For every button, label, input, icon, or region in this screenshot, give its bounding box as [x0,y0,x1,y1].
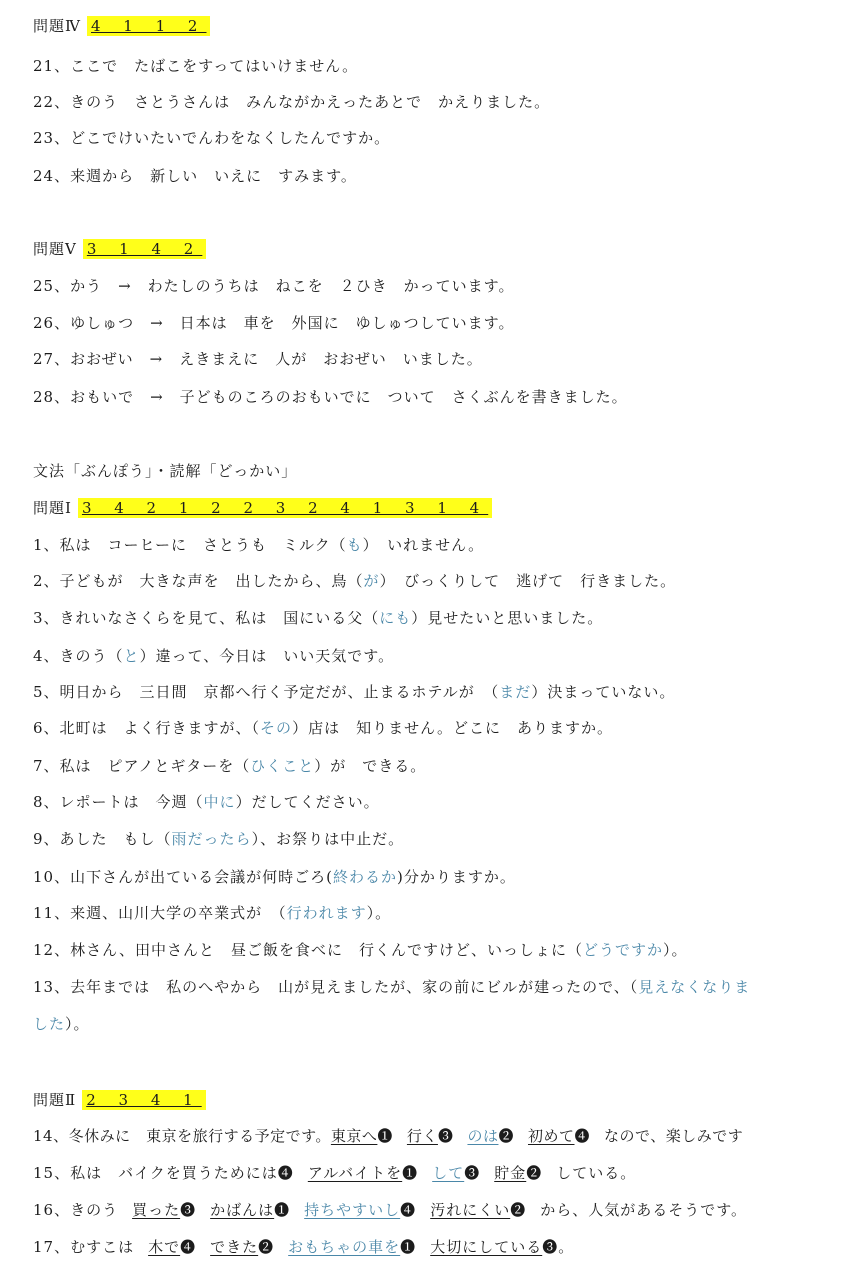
part-14-1: 東京へ [330,1127,378,1145]
question-14: 14、冬休みに 東京を旅行する予定です。東京へ❶ 行く❸ のは❷ 初めて❹ なので、楽しみです [33,1127,744,1145]
answer-11: 行われます [286,904,367,922]
question-9: 9、あした もし（雨だったら）、お祭りは中止だ。 [33,830,405,848]
answer-3: にも [379,609,412,627]
part-14-2: 行く [406,1127,438,1145]
question-12: 12、林さん、田中さんと 昼ご飯を食べに 行くんですけど、いっしょに（どうですか）。 [33,941,688,959]
question-16: 16、きのう 買った❸ かばんは❶ 持ちやすいし❹ 汚れにくい❷ から、人気があるそうです。 [33,1201,748,1219]
question-13: 13、去年までは 私のへやから 山が見えましたが、家の前にビルが建ったので、（見えなくなりま [33,978,751,996]
grammar-heading: 文法「ぶんぽう」・読解「どっかい」 [33,462,298,480]
part-16-2: かばんは [210,1201,275,1219]
question-25: 25、かう → わたしのうちは ねこを ２ひき かっています。 [33,277,515,295]
part-14-3: のは [467,1127,499,1145]
question-28: 28、おもいで → 子どものころのおもいでに ついて さくぶんを書きました。 [33,388,628,406]
part-15-3: 貯金 [494,1164,527,1182]
answer-7: ひくこと [250,757,315,775]
section5-header [33,239,206,259]
question-4: 4、きのう（と）違って、今日は いい天気です。 [33,647,395,665]
section4-title: 問題Ⅳ [33,17,81,35]
section5-title: 問題Ⅴ [33,240,77,258]
question-23: 23、どこでけいたいでんわをなくしたんですか。 [33,129,391,147]
part-17-3: おもちゃの車を [288,1238,401,1256]
answer-6: その [260,719,293,737]
answer-1: も [346,536,363,554]
question-10: 10、山下さんが出ている会議が何時ごろ(終わるか)分かりますか。 [33,868,516,886]
question-11: 11、来週、山川大学の卒業式が （行われます）。 [33,904,392,922]
part-17-1: 木で [148,1238,181,1256]
answer-4: と [123,647,140,665]
section5-answers: 3 1 4 2 [83,239,206,259]
answer-10: 終わるか [332,868,397,886]
grammar-title: 問題Ⅰ [33,499,72,517]
answer-2: が [363,572,380,590]
answer-13a: 見えなくなりま [638,978,751,996]
part-17-4: 大切にしている [430,1238,543,1256]
question-6: 6、北町は よく行きますが、（その）店は 知りません。どこに ありますか。 [33,719,613,737]
grammar-header [33,498,492,518]
section2-title: 問題Ⅱ [33,1091,77,1109]
section4-header [33,16,210,36]
part-16-4: 汚れにくい [430,1201,511,1219]
section2-header [33,1090,206,1110]
question-1: 1、私は コーヒーに さとうも ミルク（も） いれません。 [33,536,485,554]
part-17-2: できた [210,1238,259,1256]
question-17: 17、むすこは 木で❹ できた❷ おもちゃの車を❶ 大切にしている❸。 [33,1238,575,1256]
section4-answers: 4 1 1 2 [87,16,210,36]
answer-5: まだ [499,683,532,701]
question-8: 8、レポートは 今週（中に）だしてください。 [33,793,380,811]
part-15-2: して [432,1164,465,1182]
question-3: 3、きれいなさくらを見て、私は 国にいる父（にも）見せたいと思いました。 [33,609,604,627]
question-22: 22、きのう さとうさんは みんながかえったあとで かえりました。 [33,93,551,111]
question-15: 15、私は バイクを買うためには❹ アルバイトを❶ して❸ 貯金❷ している。 [33,1164,637,1182]
grammar-answers: 3 4 2 1 2 2 3 2 4 1 3 1 4 [78,498,492,518]
question-21: 21、ここで たばこをすってはいけません。 [33,57,359,75]
part-14-4: 初めて [527,1127,575,1145]
question-27: 27、おおぜい → えきまえに 人が おおぜい いました。 [33,350,483,368]
part-16-3: 持ちやすいし [304,1201,401,1219]
question-24: 24、来週から 新しい いえに すみます。 [33,167,357,185]
answer-13b: した [33,1015,66,1033]
question-2: 2、子どもが 大きな声を 出したから、鳥（が） びっくりして 逃げて 行きました。 [33,572,677,590]
answer-12: どうですか [583,941,664,959]
answer-9: 雨だったら [171,830,252,848]
section2-answers: 2 3 4 1 [82,1090,205,1110]
question-26: 26、ゆしゅつ → 日本は 車を 外国に ゆしゅつしています。 [33,314,515,332]
question-7: 7、私は ピアノとギターを（ひくこと）が できる。 [33,757,427,775]
answer-8: 中に [203,793,236,811]
question-13-cont: した）。 [33,1015,90,1033]
question-5: 5、明日から 三日間 京都へ行く予定だが、止まるホテルが （まだ）決まっていない。 [33,683,676,701]
part-15-1: アルバイトを [307,1164,403,1182]
part-16-1: 買った [132,1201,181,1219]
